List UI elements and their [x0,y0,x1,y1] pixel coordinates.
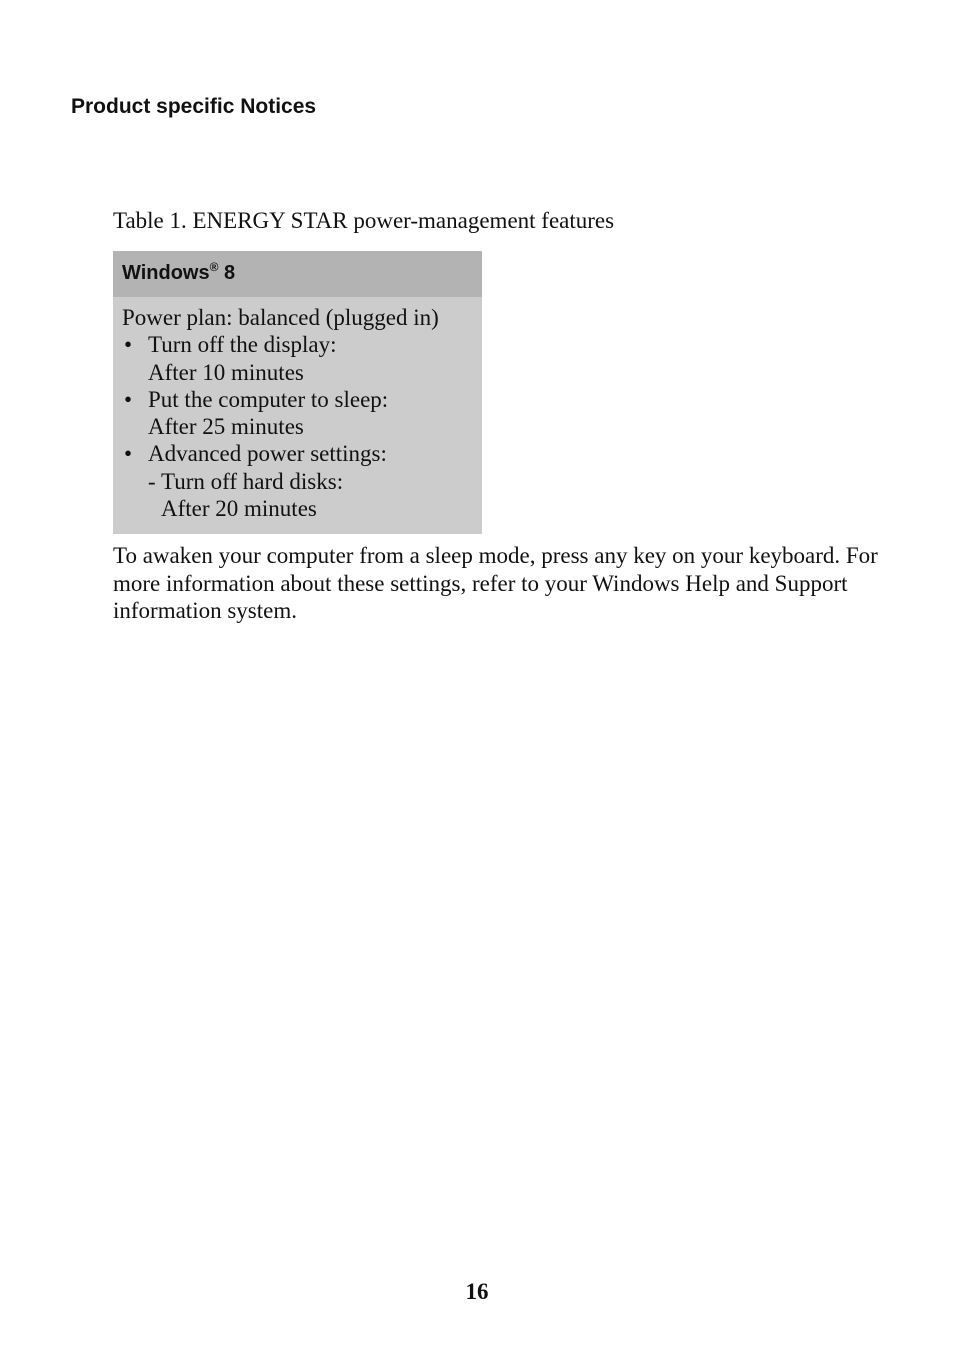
item-label: Advanced power settings: [148,441,387,467]
table-caption: Table 1. ENERGY STAR power-management features [113,208,615,233]
list-item [122,440,482,467]
item-value: After 10 minutes [148,359,304,385]
page-number: 16 [465,1279,489,1304]
item-label: Turn off the display: [148,332,337,358]
table-header [113,251,482,297]
os-name: Windows [122,262,210,284]
power-plan: Power plan: balanced (plugged in) [122,305,439,330]
bullet-icon: • [124,441,133,467]
item-value: After 25 minutes [148,414,304,440]
registered-mark: ® [209,260,219,274]
list-item [122,331,482,358]
sub-item-label: - Turn off hard disks: [148,468,344,494]
bullet-icon: • [124,386,133,412]
os-version: 8 [224,262,236,284]
bullet-icon: • [124,332,133,358]
item-label: Put the computer to sleep: [148,386,389,412]
energy-star-table [113,251,482,534]
body-paragraph: To awaken your computer from a sleep mode, press any key on your keyboard. For more information about these settings, refer to your Windows Help and Support information system. [113,543,878,623]
list-item [122,386,482,413]
sub-item-value: After 20 minutes [161,496,317,522]
table-body [113,297,482,534]
section-heading: Product specific Notices [71,95,317,118]
